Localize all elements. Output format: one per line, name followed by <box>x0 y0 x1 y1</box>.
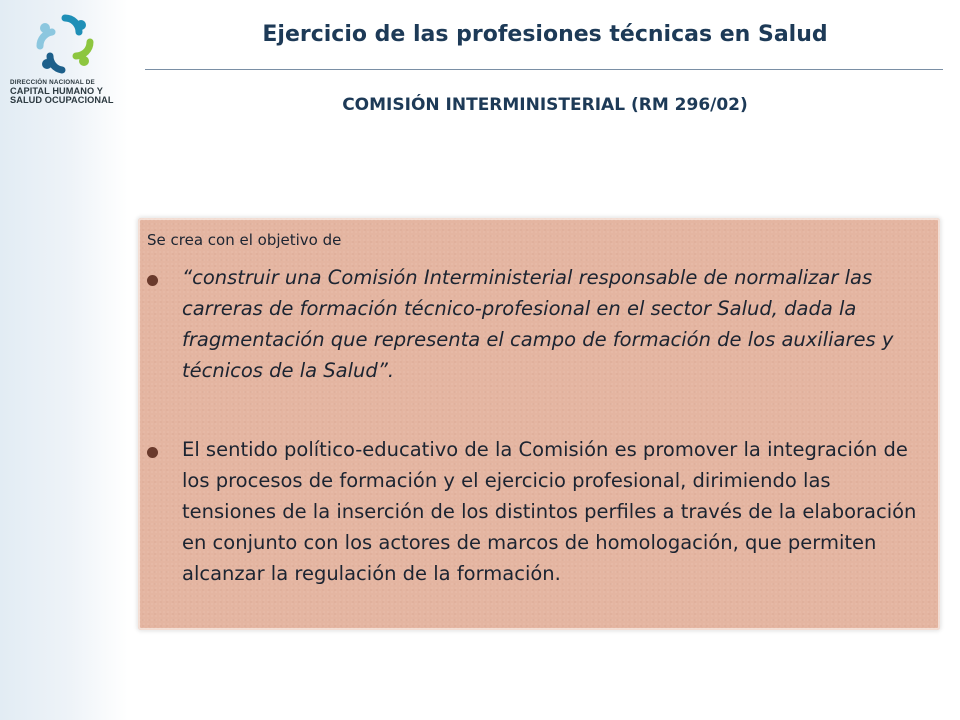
logo-text-line-2: CAPITAL HUMANO Y <box>10 85 103 96</box>
slide-title: Ejercicio de las profesiones técnicas en Salud <box>262 22 828 47</box>
bullet-icon <box>147 447 158 458</box>
logo-wordmark <box>10 80 122 106</box>
logo-text-line-3: SALUD OCUPACIONAL <box>10 95 114 106</box>
bullet-item <box>147 262 927 392</box>
organization-logo <box>10 10 122 126</box>
logo-text-line-1: DIRECCIÓN NACIONAL DE <box>10 79 95 86</box>
intro-text: Se crea con el objetivo de <box>147 231 342 249</box>
bullet-text: “construir una Comisión Interministerial responsable de normalizar las carreras de formación técnico-profesional en el sector Salud, dada la fragmentación que representa el campo de formación de los auxiliares y técnicos de la Salud”. <box>182 266 894 382</box>
slide-subtitle: COMISIÓN INTERMINISTERIAL (RM 296/02) <box>342 95 748 115</box>
bullet-item <box>147 434 927 594</box>
title-divider <box>145 69 943 70</box>
bullet-text: El sentido político-educativo de la Comisión es promover la integración de los procesos de formación y el ejercicio profesional, dirimiendo las tensiones de la inserción de los distintos perfiles a través de la elaboración en conjunto con los actores de marcos de homologación, que permiten alcanzar la regulación de la formación. <box>182 438 917 585</box>
interlocking-rings-logo-icon <box>32 12 98 78</box>
bullet-icon <box>147 275 158 286</box>
